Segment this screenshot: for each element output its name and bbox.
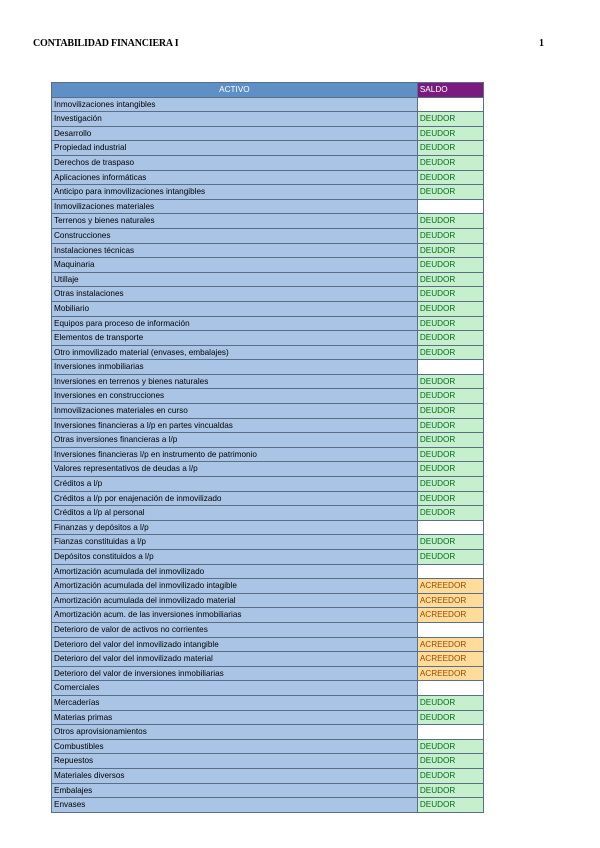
saldo-cell: ACREEDOR [417, 666, 483, 681]
table-row [52, 564, 484, 579]
table-row [52, 798, 484, 813]
table-row [52, 710, 484, 725]
saldo-cell: DEUDOR [417, 228, 483, 243]
account-group-label: Inversiones inmobiliarias [52, 360, 418, 375]
saldo-cell: DEUDOR [417, 550, 483, 565]
account-label: Instalaciones técnicas [52, 243, 418, 258]
saldo-cell: DEUDOR [417, 404, 483, 419]
table-row [52, 374, 484, 389]
saldo-cell: DEUDOR [417, 185, 483, 200]
saldo-cell [417, 564, 483, 579]
account-label: Deterioro del valor del inmovilizado intangible [52, 637, 418, 652]
account-label: Desarrollo [52, 126, 418, 141]
account-group-label: Comerciales [52, 681, 418, 696]
account-label: Depósitos constituidos a l/p [52, 550, 418, 565]
table-row [52, 112, 484, 127]
saldo-cell: DEUDOR [417, 418, 483, 433]
table-row [52, 331, 484, 346]
account-label: Inversiones financieras l/p en instrumento de patrimonio [52, 447, 418, 462]
table-row [52, 404, 484, 419]
saldo-cell: DEUDOR [417, 798, 483, 813]
account-label: Amortización acumulada del inmovilizado material [52, 593, 418, 608]
table-row [52, 506, 484, 521]
table-row [52, 652, 484, 667]
saldo-cell: DEUDOR [417, 316, 483, 331]
saldo-cell: DEUDOR [417, 783, 483, 798]
account-label: Utillaje [52, 272, 418, 287]
table-row [52, 622, 484, 637]
account-group-label: Otros aprovisionamientos [52, 725, 418, 740]
table-row [52, 316, 484, 331]
activo-saldo-table [51, 82, 484, 813]
account-label: Créditos a l/p por enajenación de inmovilizado [52, 491, 418, 506]
account-group-label: Inmovilizaciones materiales [52, 199, 418, 214]
table-row [52, 593, 484, 608]
account-label: Envases [52, 798, 418, 813]
table-row [52, 155, 484, 170]
table-row [52, 462, 484, 477]
table-row [52, 243, 484, 258]
table-row [52, 214, 484, 229]
account-label: Amortización acumulada del inmovilizado intagible [52, 579, 418, 594]
saldo-cell [417, 725, 483, 740]
table-row [52, 520, 484, 535]
saldo-cell: DEUDOR [417, 754, 483, 769]
saldo-cell: ACREEDOR [417, 637, 483, 652]
table-row [52, 477, 484, 492]
saldo-cell: DEUDOR [417, 374, 483, 389]
account-label: Créditos a l/p [52, 477, 418, 492]
account-label: Inversiones en terrenos y bienes naturales [52, 374, 418, 389]
account-label: Deterioro del valor de inversiones inmobiliarias [52, 666, 418, 681]
table-row [52, 228, 484, 243]
account-group-label: Inmovilizaciones materiales en curso [52, 404, 418, 419]
saldo-cell: DEUDOR [417, 433, 483, 448]
saldo-cell: DEUDOR [417, 126, 483, 141]
column-header-saldo: SALDO [417, 83, 483, 98]
saldo-cell: DEUDOR [417, 710, 483, 725]
table-row [52, 768, 484, 783]
account-label: Deterioro del valor del inmovilizado material [52, 652, 418, 667]
saldo-cell: DEUDOR [417, 447, 483, 462]
saldo-cell: DEUDOR [417, 258, 483, 273]
table-row [52, 695, 484, 710]
account-label: Amortización acum. de las inversiones inmobiliarias [52, 608, 418, 623]
account-label: Elementos de transporte [52, 331, 418, 346]
saldo-cell: DEUDOR [417, 477, 483, 492]
page-number: 1 [539, 38, 544, 49]
account-group-label: Finanzas y depósitos a l/p [52, 520, 418, 535]
account-label: Combustibles [52, 739, 418, 754]
document-title: CONTABILIDAD FINANCIERA I [33, 38, 179, 49]
table-row [52, 287, 484, 302]
account-group-label: Amortización acumulada del inmovilizado [52, 564, 418, 579]
saldo-cell [417, 681, 483, 696]
table-row [52, 126, 484, 141]
table-row [52, 433, 484, 448]
account-label: Materiales diversos [52, 768, 418, 783]
saldo-cell: DEUDOR [417, 243, 483, 258]
saldo-cell [417, 520, 483, 535]
table-row [52, 185, 484, 200]
saldo-cell: DEUDOR [417, 141, 483, 156]
table-row [52, 666, 484, 681]
saldo-cell: ACREEDOR [417, 652, 483, 667]
saldo-cell [417, 97, 483, 112]
table-row [52, 170, 484, 185]
account-label: Anticipo para inmovilizaciones intangibles [52, 185, 418, 200]
saldo-cell [417, 199, 483, 214]
account-label: Propiedad industrial [52, 141, 418, 156]
saldo-cell: DEUDOR [417, 301, 483, 316]
account-group-label: Deterioro de valor de activos no corrientes [52, 622, 418, 637]
table-row [52, 97, 484, 112]
table-row [52, 579, 484, 594]
account-group-label: Otras inversiones financieras a l/p [52, 433, 418, 448]
saldo-cell: DEUDOR [417, 389, 483, 404]
saldo-cell: DEUDOR [417, 768, 483, 783]
table-row [52, 608, 484, 623]
account-label: Embalajes [52, 783, 418, 798]
account-group-label: Inmovilizaciones intangibles [52, 97, 418, 112]
saldo-cell [417, 360, 483, 375]
table-row [52, 491, 484, 506]
table-row [52, 739, 484, 754]
table-row [52, 301, 484, 316]
table-row [52, 550, 484, 565]
account-label: Otras instalaciones [52, 287, 418, 302]
table-row [52, 754, 484, 769]
table-row [52, 681, 484, 696]
account-group-label: Materias primas [52, 710, 418, 725]
saldo-cell: DEUDOR [417, 535, 483, 550]
saldo-cell: DEUDOR [417, 112, 483, 127]
table-row [52, 141, 484, 156]
table-row [52, 535, 484, 550]
saldo-cell: DEUDOR [417, 462, 483, 477]
saldo-cell: DEUDOR [417, 272, 483, 287]
saldo-cell: DEUDOR [417, 506, 483, 521]
saldo-cell: DEUDOR [417, 331, 483, 346]
column-header-activo: ACTIVO [52, 83, 418, 98]
saldo-cell: DEUDOR [417, 287, 483, 302]
account-label: Maquinaria [52, 258, 418, 273]
account-label: Créditos a l/p al personal [52, 506, 418, 521]
account-label: Derechos de traspaso [52, 155, 418, 170]
saldo-cell [417, 622, 483, 637]
saldo-cell: DEUDOR [417, 155, 483, 170]
saldo-cell: DEUDOR [417, 695, 483, 710]
saldo-cell: ACREEDOR [417, 608, 483, 623]
table-row [52, 360, 484, 375]
saldo-cell: DEUDOR [417, 214, 483, 229]
table-row [52, 447, 484, 462]
account-label: Construcciones [52, 228, 418, 243]
saldo-cell: DEUDOR [417, 170, 483, 185]
saldo-cell: DEUDOR [417, 345, 483, 360]
account-group-label: Inversiones financieras a l/p en partes vincualdas [52, 418, 418, 433]
table-row [52, 783, 484, 798]
saldo-cell: ACREEDOR [417, 593, 483, 608]
table-row [52, 258, 484, 273]
account-label: Otro inmovilizado material (envases, embalajes) [52, 345, 418, 360]
saldo-cell: DEUDOR [417, 739, 483, 754]
account-label: Inversiones en construcciones [52, 389, 418, 404]
table-row [52, 637, 484, 652]
table-header-row [52, 83, 484, 98]
account-label: Investigación [52, 112, 418, 127]
table-row [52, 725, 484, 740]
account-label: Terrenos y bienes naturales [52, 214, 418, 229]
account-label: Mercaderías [52, 695, 418, 710]
table-row [52, 199, 484, 214]
account-label: Equipos para proceso de información [52, 316, 418, 331]
account-label: Mobiliario [52, 301, 418, 316]
saldo-cell: ACREEDOR [417, 579, 483, 594]
table-row [52, 389, 484, 404]
table-row [52, 345, 484, 360]
account-label: Fianzas constituidas a l/p [52, 535, 418, 550]
account-label: Valores representativos de deudas a l/p [52, 462, 418, 477]
account-label: Aplicaciones informáticas [52, 170, 418, 185]
table-row [52, 418, 484, 433]
saldo-cell: DEUDOR [417, 491, 483, 506]
table-row [52, 272, 484, 287]
account-label: Repuestos [52, 754, 418, 769]
